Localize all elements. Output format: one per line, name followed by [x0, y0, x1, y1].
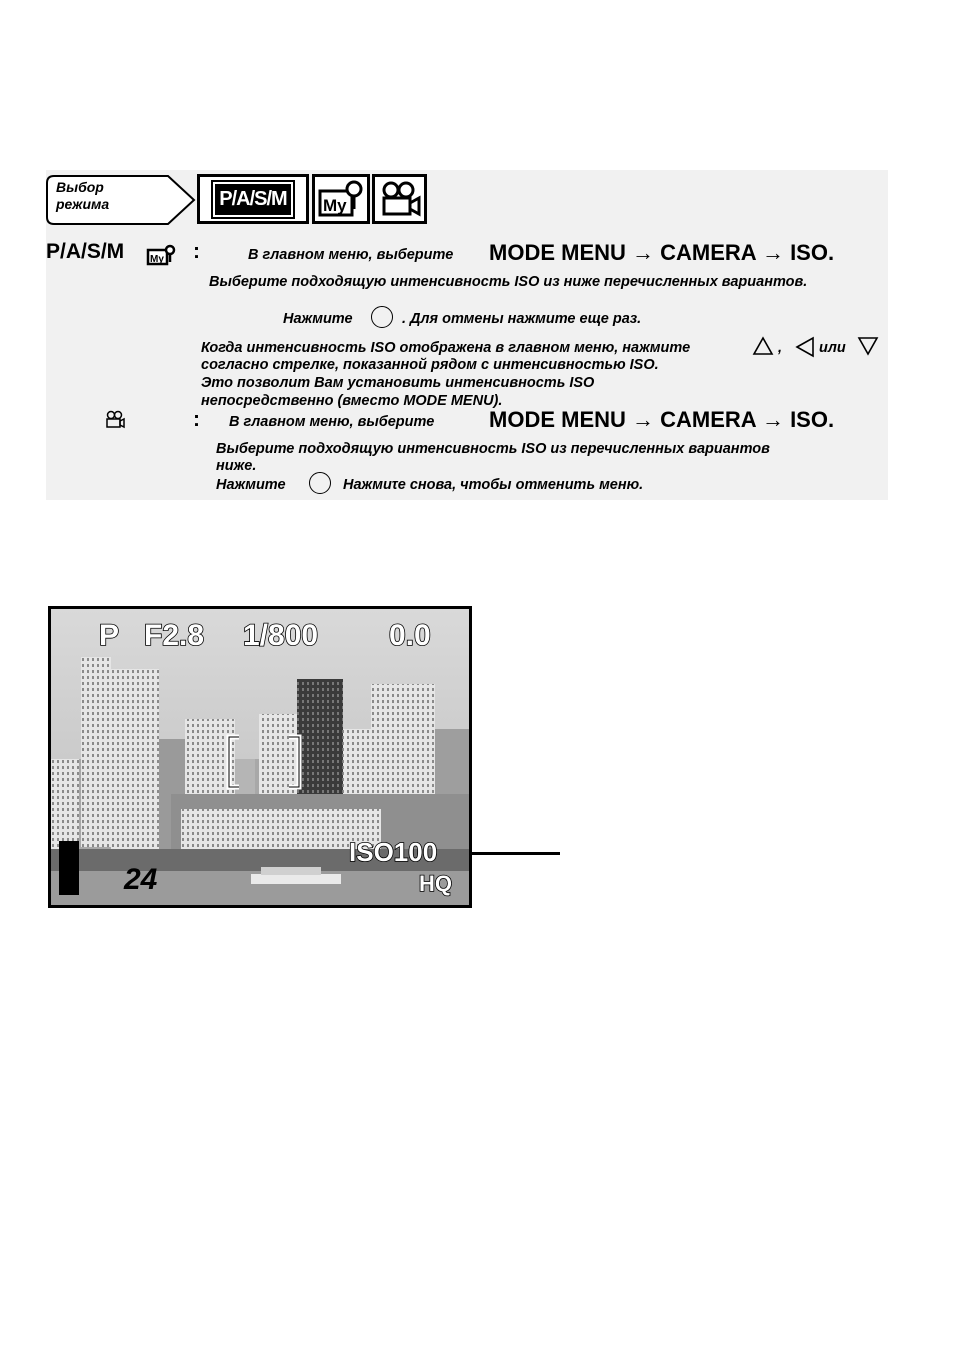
section1-press-after: . Для отмены нажмите еще раз.: [402, 311, 642, 327]
arrow-up-icon: [752, 336, 774, 356]
section1-line2: Выберите подходящую интенсивность ISO из ниже перечисленных вариантов.: [209, 274, 808, 290]
my-mode-icon: [312, 174, 370, 224]
mode-tag-line1: Выбор: [56, 179, 104, 195]
movie-icon: [372, 174, 427, 224]
section2-line2: Выберите подходящую интенсивность ISO из перечисленных вариантов: [216, 441, 770, 457]
movie-small-icon: [104, 410, 126, 430]
section1-shortcut-line2: согласно стрелке, показанной рядом с интенсивностью ISO.: [201, 357, 659, 373]
lcd-quality: HQ: [419, 871, 452, 896]
iso-leader-line: [470, 852, 560, 855]
mode-tag-line2: режима: [56, 196, 110, 212]
section2-colon: :: [193, 408, 200, 431]
mode-tag-label: [56, 179, 109, 213]
mode-pasm-label: P/A/S/M: [213, 182, 292, 217]
section1-instr-prefix: В главном меню, выберите: [248, 247, 454, 263]
lcd-frames: 24: [124, 863, 158, 896]
section1-shortcut-line3: Это позволит Вам установить интенсивность ISO: [201, 375, 595, 391]
section1-shortcut-line4: непосредственно (вместо MODE MENU).: [201, 393, 503, 409]
ok-button-icon-2: [309, 472, 331, 494]
section2-menu-path: MODE MENU → CAMERA → ISO.: [489, 407, 835, 432]
section2-press-after: Нажмиτе снова, чтобы отменить меню.: [343, 477, 644, 493]
arrow-left-icon: [795, 336, 815, 358]
lcd-preview: [48, 606, 472, 908]
section2-line3: ниже.: [216, 458, 257, 474]
section2-press: Нажмите: [216, 477, 286, 493]
section1-colon: :: [193, 240, 200, 263]
section1-shortcut-comma: ,: [778, 340, 783, 356]
my-mode-small-icon: [146, 244, 178, 266]
section2-instr-prefix: В главном меню, выберите: [229, 414, 435, 430]
ok-button-icon: [371, 306, 393, 328]
section1-menu-path: MODE MENU → CAMERA → ISO.: [489, 240, 835, 265]
svg-text:My: My: [323, 196, 347, 215]
section1-shortcut-or: или: [819, 340, 846, 356]
lcd-mode: P: [99, 619, 120, 652]
arrow-down-icon: [857, 336, 879, 356]
section1-heading: P/A/S/M: [46, 240, 125, 263]
section1-shortcut-line1: Когда интенсивность ISO отображена в главном меню, нажмите: [201, 340, 691, 356]
lcd-aperture: F2.8: [144, 619, 205, 652]
mode-pasm-box: [197, 174, 309, 224]
lcd-shutter: 1/800: [243, 619, 319, 652]
lcd-iso: ISO100: [349, 837, 438, 867]
svg-text:My: My: [150, 254, 164, 265]
section1-press: Нажмите: [283, 311, 353, 327]
lcd-exposure: 0.0: [389, 619, 431, 652]
